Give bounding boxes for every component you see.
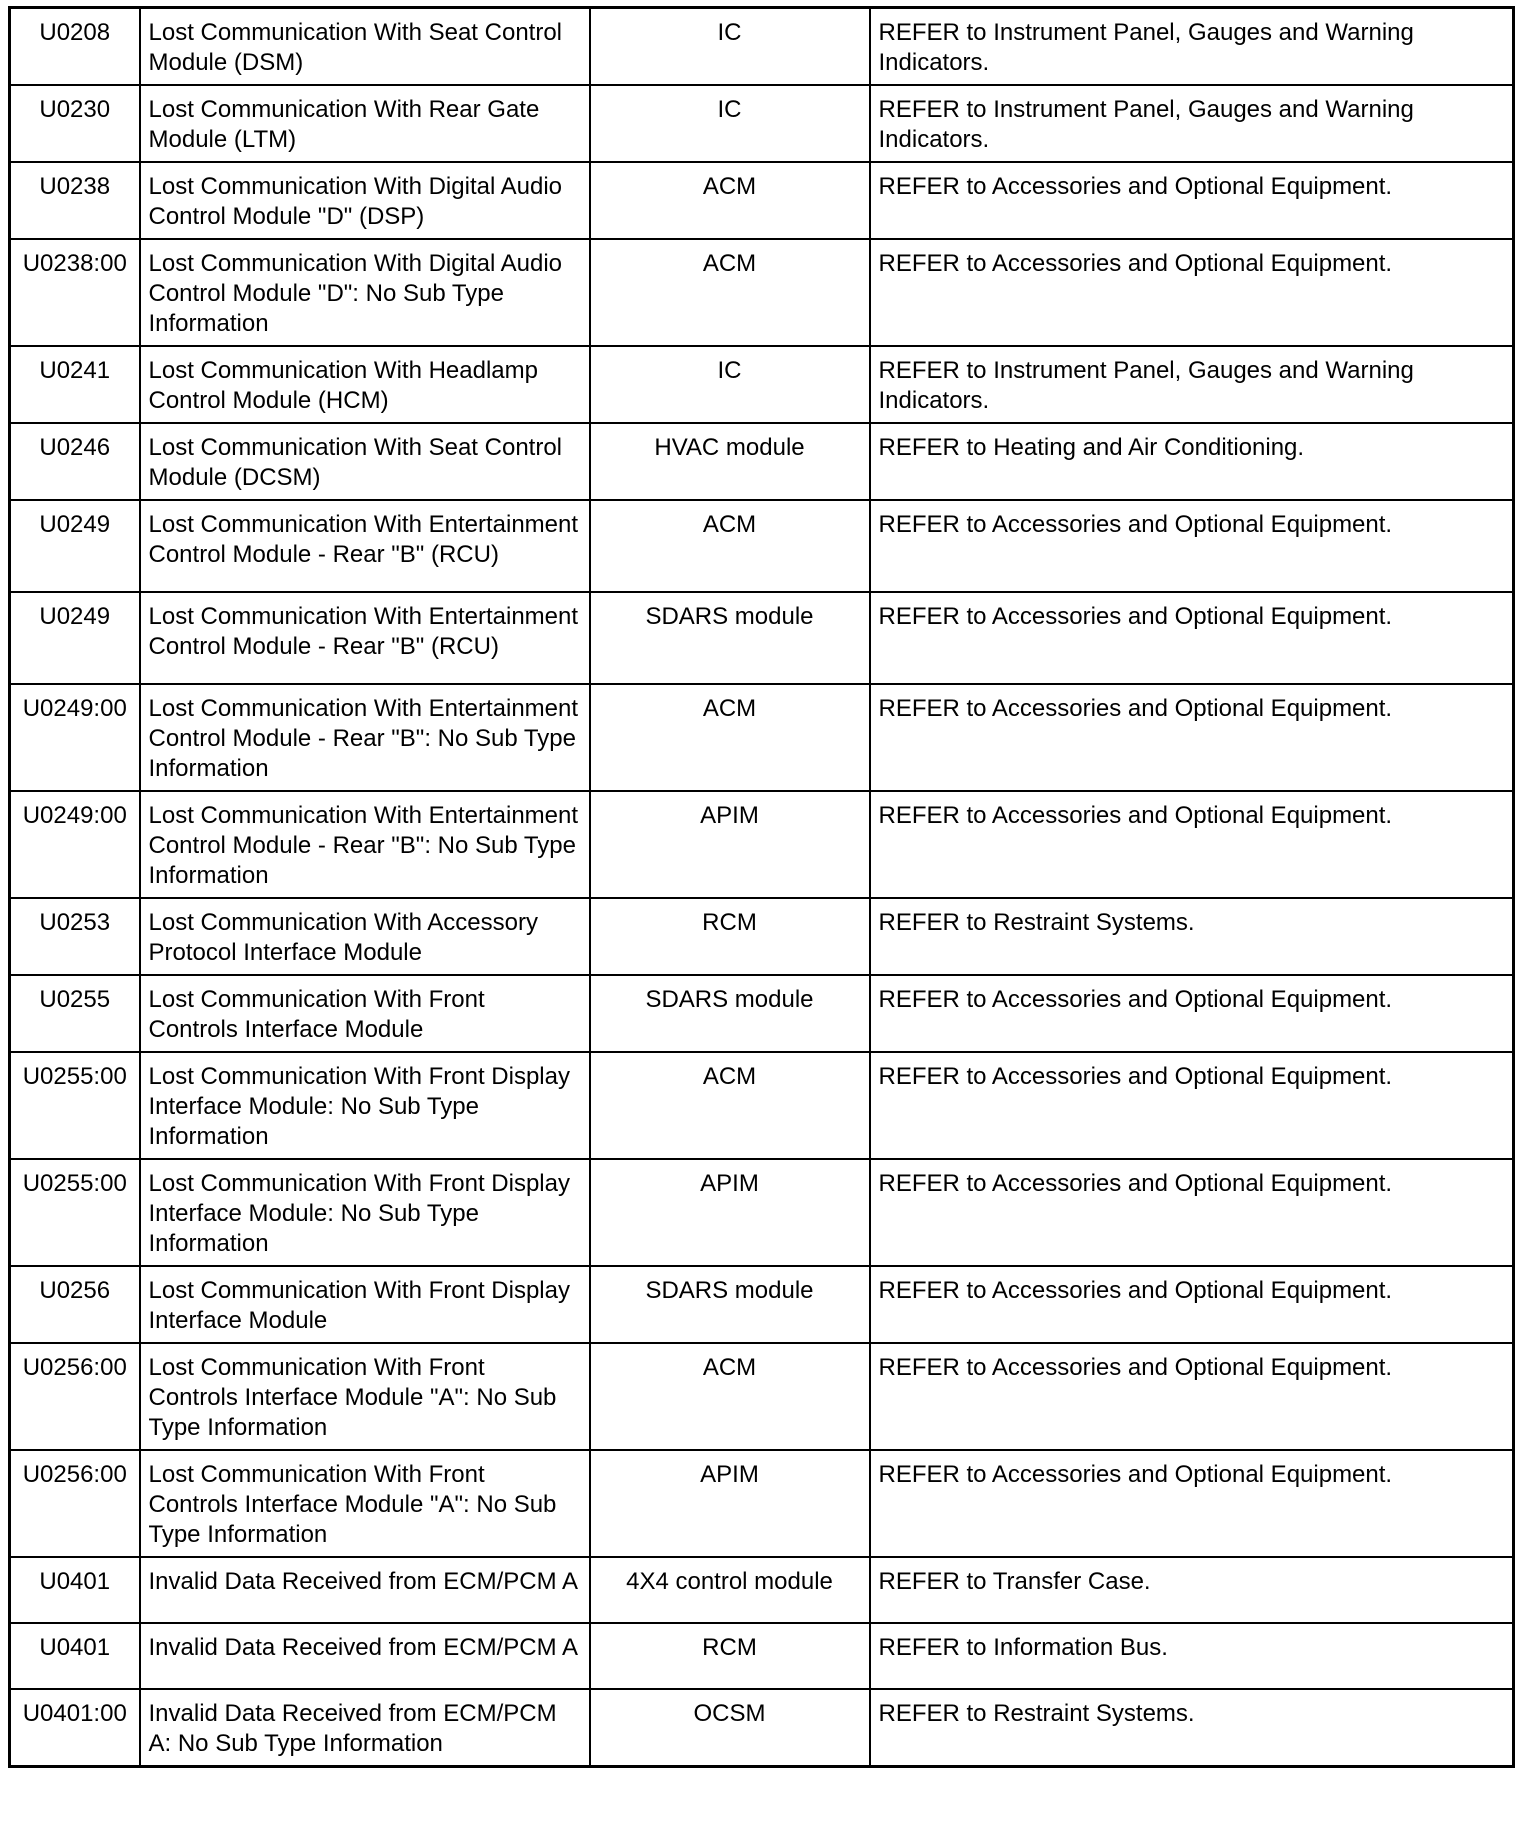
dtc-description-cell: Lost Communication With Front Display Interface Module: No Sub Type Information xyxy=(140,1159,590,1266)
action-cell: REFER to Accessories and Optional Equipment. xyxy=(870,500,1514,592)
dtc-description-cell: Invalid Data Received from ECM/PCM A: No Sub Type Information xyxy=(140,1689,590,1767)
module-cell: APIM xyxy=(590,791,870,898)
module-cell: SDARS module xyxy=(590,975,870,1052)
module-cell: RCM xyxy=(590,1623,870,1689)
action-cell: REFER to Accessories and Optional Equipment. xyxy=(870,1450,1514,1557)
dtc-description-cell: Lost Communication With Entertainment Control Module - Rear "B": No Sub Type Information xyxy=(140,791,590,898)
dtc-description-cell: Lost Communication With Entertainment Control Module - Rear "B" (RCU) xyxy=(140,592,590,684)
table-row xyxy=(10,791,1514,898)
dtc-code-cell: U0256 xyxy=(10,1266,140,1343)
table-row xyxy=(10,1052,1514,1159)
dtc-description-cell: Lost Communication With Front Display Interface Module: No Sub Type Information xyxy=(140,1052,590,1159)
module-cell: SDARS module xyxy=(590,592,870,684)
dtc-code-cell: U0238 xyxy=(10,162,140,239)
table-row xyxy=(10,1623,1514,1689)
module-cell: HVAC module xyxy=(590,423,870,500)
dtc-description-cell: Lost Communication With Digital Audio Control Module "D": No Sub Type Information xyxy=(140,239,590,346)
action-cell: REFER to Accessories and Optional Equipment. xyxy=(870,975,1514,1052)
dtc-description-cell: Lost Communication With Front Controls Interface Module "A": No Sub Type Information xyxy=(140,1450,590,1557)
module-cell: APIM xyxy=(590,1450,870,1557)
dtc-code-cell: U0249:00 xyxy=(10,791,140,898)
table-row xyxy=(10,8,1514,86)
dtc-description-cell: Lost Communication With Headlamp Control Module (HCM) xyxy=(140,346,590,423)
action-cell: REFER to Accessories and Optional Equipment. xyxy=(870,162,1514,239)
action-cell: REFER to Instrument Panel, Gauges and Warning Indicators. xyxy=(870,85,1514,162)
dtc-description-cell: Lost Communication With Rear Gate Module (LTM) xyxy=(140,85,590,162)
dtc-description-cell: Lost Communication With Entertainment Control Module - Rear "B" (RCU) xyxy=(140,500,590,592)
dtc-code-cell: U0401:00 xyxy=(10,1689,140,1767)
action-cell: REFER to Accessories and Optional Equipment. xyxy=(870,1343,1514,1450)
dtc-code-cell: U0208 xyxy=(10,8,140,86)
action-cell: REFER to Accessories and Optional Equipment. xyxy=(870,239,1514,346)
module-cell: OCSM xyxy=(590,1689,870,1767)
action-cell: REFER to Accessories and Optional Equipment. xyxy=(870,1159,1514,1266)
module-cell: 4X4 control module xyxy=(590,1557,870,1623)
action-cell: REFER to Accessories and Optional Equipment. xyxy=(870,592,1514,684)
table-row xyxy=(10,975,1514,1052)
dtc-description-cell: Lost Communication With Seat Control Module (DSM) xyxy=(140,8,590,86)
action-cell: REFER to Instrument Panel, Gauges and Warning Indicators. xyxy=(870,346,1514,423)
table-row xyxy=(10,1343,1514,1450)
table-row xyxy=(10,500,1514,592)
table-row xyxy=(10,1557,1514,1623)
module-cell: SDARS module xyxy=(590,1266,870,1343)
dtc-code-cell: U0246 xyxy=(10,423,140,500)
dtc-code-cell: U0238:00 xyxy=(10,239,140,346)
dtc-description-cell: Lost Communication With Digital Audio Control Module "D" (DSP) xyxy=(140,162,590,239)
dtc-code-cell: U0249:00 xyxy=(10,684,140,791)
dtc-description-cell: Lost Communication With Accessory Protocol Interface Module xyxy=(140,898,590,975)
table-row xyxy=(10,239,1514,346)
table-row xyxy=(10,1159,1514,1266)
module-cell: APIM xyxy=(590,1159,870,1266)
module-cell: ACM xyxy=(590,162,870,239)
action-cell: REFER to Accessories and Optional Equipment. xyxy=(870,1052,1514,1159)
dtc-description-cell: Lost Communication With Front Controls Interface Module xyxy=(140,975,590,1052)
module-cell: ACM xyxy=(590,500,870,592)
action-cell: REFER to Heating and Air Conditioning. xyxy=(870,423,1514,500)
action-cell: REFER to Restraint Systems. xyxy=(870,1689,1514,1767)
table-row xyxy=(10,898,1514,975)
action-cell: REFER to Information Bus. xyxy=(870,1623,1514,1689)
module-cell: IC xyxy=(590,85,870,162)
dtc-description-cell: Invalid Data Received from ECM/PCM A xyxy=(140,1557,590,1623)
table-row xyxy=(10,346,1514,423)
module-cell: ACM xyxy=(590,684,870,791)
dtc-code-cell: U0256:00 xyxy=(10,1343,140,1450)
dtc-description-cell: Lost Communication With Seat Control Module (DCSM) xyxy=(140,423,590,500)
dtc-code-cell: U0241 xyxy=(10,346,140,423)
table-row xyxy=(10,1266,1514,1343)
dtc-table xyxy=(8,6,1515,1768)
dtc-code-cell: U0256:00 xyxy=(10,1450,140,1557)
dtc-code-cell: U0401 xyxy=(10,1623,140,1689)
action-cell: REFER to Accessories and Optional Equipment. xyxy=(870,791,1514,898)
dtc-description-cell: Lost Communication With Front Display Interface Module xyxy=(140,1266,590,1343)
module-cell: ACM xyxy=(590,1343,870,1450)
action-cell: REFER to Instrument Panel, Gauges and Warning Indicators. xyxy=(870,8,1514,86)
dtc-code-cell: U0230 xyxy=(10,85,140,162)
table-row xyxy=(10,162,1514,239)
dtc-description-cell: Invalid Data Received from ECM/PCM A xyxy=(140,1623,590,1689)
dtc-code-cell: U0255:00 xyxy=(10,1052,140,1159)
action-cell: REFER to Restraint Systems. xyxy=(870,898,1514,975)
dtc-table-body xyxy=(10,8,1514,1767)
table-row xyxy=(10,1689,1514,1767)
module-cell: IC xyxy=(590,346,870,423)
action-cell: REFER to Accessories and Optional Equipment. xyxy=(870,684,1514,791)
table-row xyxy=(10,423,1514,500)
table-row xyxy=(10,684,1514,791)
action-cell: REFER to Transfer Case. xyxy=(870,1557,1514,1623)
dtc-code-cell: U0255:00 xyxy=(10,1159,140,1266)
module-cell: RCM xyxy=(590,898,870,975)
table-row xyxy=(10,592,1514,684)
dtc-code-cell: U0249 xyxy=(10,500,140,592)
module-cell: IC xyxy=(590,8,870,86)
dtc-description-cell: Lost Communication With Front Controls Interface Module "A": No Sub Type Information xyxy=(140,1343,590,1450)
dtc-code-cell: U0249 xyxy=(10,592,140,684)
action-cell: REFER to Accessories and Optional Equipment. xyxy=(870,1266,1514,1343)
table-row xyxy=(10,85,1514,162)
dtc-code-cell: U0401 xyxy=(10,1557,140,1623)
module-cell: ACM xyxy=(590,1052,870,1159)
dtc-code-cell: U0253 xyxy=(10,898,140,975)
dtc-code-cell: U0255 xyxy=(10,975,140,1052)
module-cell: ACM xyxy=(590,239,870,346)
dtc-description-cell: Lost Communication With Entertainment Control Module - Rear "B": No Sub Type Information xyxy=(140,684,590,791)
table-row xyxy=(10,1450,1514,1557)
